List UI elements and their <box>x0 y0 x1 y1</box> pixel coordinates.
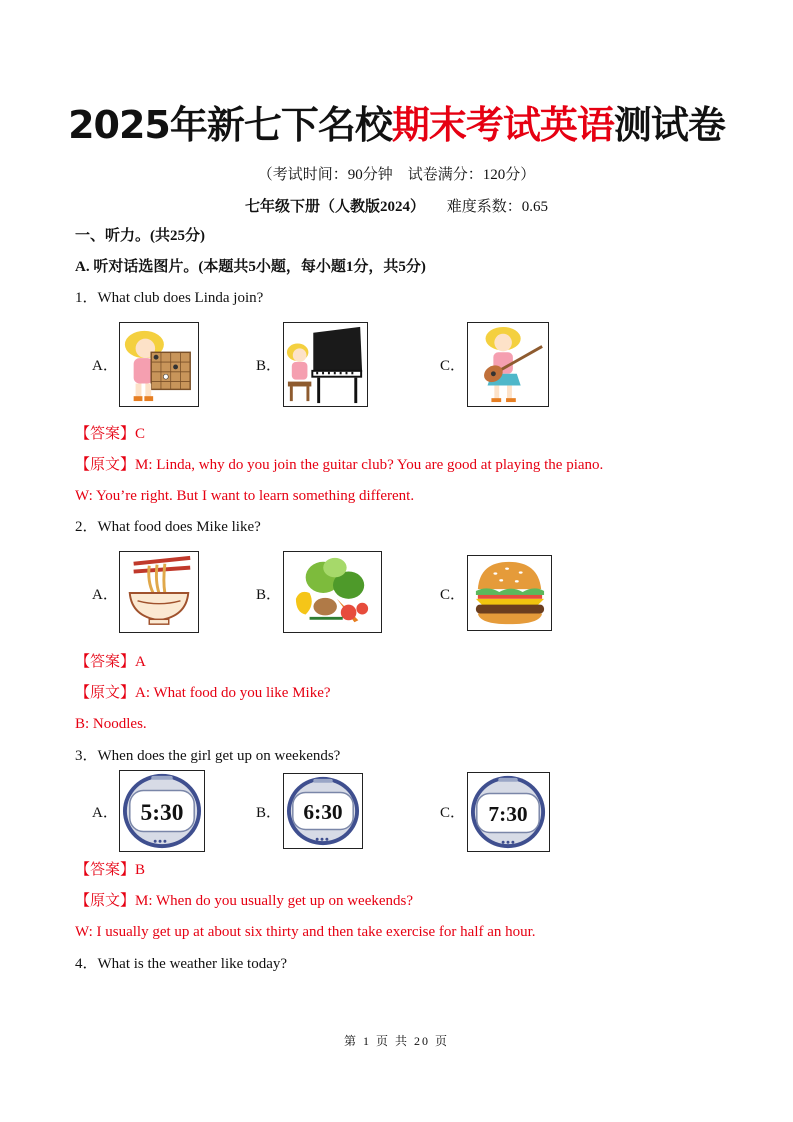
q2-image-hamburger[interactable] <box>467 555 552 631</box>
clock-c-time: 7:30 <box>488 801 528 826</box>
q2-image-vegetables[interactable] <box>283 551 382 633</box>
q3-image-clock-a[interactable] <box>119 770 205 852</box>
q3-option-a-label: A． <box>92 805 118 821</box>
alarm-clock-icon <box>120 771 204 851</box>
q3-script-line2: W: I usually get up at about six thirty and then take exercise for half an hour. <box>75 924 536 940</box>
noodles-icon <box>120 552 198 632</box>
q3-answer: 【答案】B <box>75 862 146 878</box>
q2-option-b-label: B． <box>256 587 282 603</box>
question-4: 4．What is the weather like today? <box>75 956 288 972</box>
guitar-girl-icon <box>468 323 548 406</box>
difficulty-label: 难度系数：0.65 <box>446 199 549 215</box>
q2-option-c-label: C． <box>440 587 466 603</box>
q3-answer-value: B <box>135 862 146 878</box>
q1-option-c-label: C． <box>440 358 466 374</box>
q1-script-line2: W: You’re right. But I want to learn something different. <box>75 488 415 504</box>
vegetables-icon <box>284 552 381 632</box>
q3-option-b-label: B． <box>256 805 282 821</box>
q3-image-clock-c[interactable] <box>467 772 550 852</box>
hamburger-icon <box>468 556 551 630</box>
piano-girl-icon <box>284 323 367 406</box>
alarm-clock-icon <box>468 773 549 851</box>
q3-script-line1: 【原文】M: When do you usually get up on weekends? <box>75 893 414 909</box>
q2-script-line1: 【原文】A: What food do you like Mike? <box>75 685 331 701</box>
q2-answer-value: A <box>135 654 146 670</box>
clock-a-time: 5:30 <box>140 799 184 826</box>
q1-option-a-label: A． <box>92 358 118 374</box>
question-1: 1．What club does Linda join? <box>75 290 264 306</box>
q1-option-b-label: B． <box>256 358 282 374</box>
q3-option-c-label: C． <box>440 805 466 821</box>
page-number: 第 1 页 共 20 页 <box>343 1034 449 1048</box>
part-a-title: A. 听对话选图片。(本题共5小题，每小题1分，共5分) <box>75 259 426 275</box>
q2-image-noodles[interactable] <box>119 551 199 633</box>
clock-b-time: 6:30 <box>303 799 343 824</box>
q2-answer: 【答案】A <box>75 654 146 670</box>
q3-image-clock-b[interactable] <box>283 773 363 849</box>
alarm-clock-icon <box>284 774 362 848</box>
title-part2: 期末考试英语 <box>391 103 614 147</box>
q2-script-line2: B: Noodles. <box>75 716 147 732</box>
page-title <box>0 98 793 152</box>
q1-answer: 【答案】C <box>75 426 146 442</box>
grade-line <box>0 195 793 216</box>
q1-image-chess-girl[interactable] <box>119 322 199 407</box>
q1-image-guitar-girl[interactable] <box>467 322 549 407</box>
section-title: 一、听力。(共25分) <box>75 228 205 244</box>
exam-info: （考试时间：90分钟 试卷满分：120分） <box>257 167 536 183</box>
q2-option-a-label: A． <box>92 587 118 603</box>
title-part3: 测试卷 <box>613 103 725 147</box>
grade-label: 七年级下册（人教版2024） <box>244 199 425 215</box>
q1-image-piano-girl[interactable] <box>283 322 368 407</box>
title-part1: 2025年新七下名校 <box>68 103 392 147</box>
q1-script-line1: 【原文】M: Linda, why do you join the guitar club? You are good at playing the piano. <box>75 457 604 473</box>
question-3: 3．When does the girl get up on weekends? <box>75 748 341 764</box>
q1-answer-value: C <box>135 426 146 442</box>
chess-girl-icon <box>120 323 198 406</box>
question-2: 2．What food does Mike like? <box>75 519 261 535</box>
